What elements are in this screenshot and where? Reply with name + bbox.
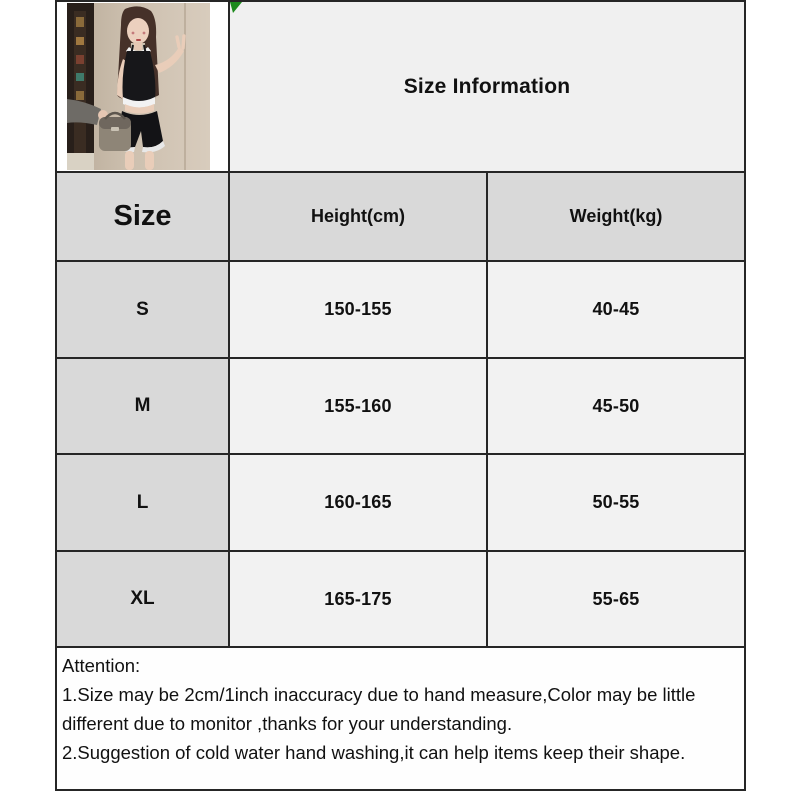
page-title: Size Information — [403, 74, 571, 98]
attention-notes — [57, 648, 744, 789]
column-header-weight: Weight(kg) — [488, 173, 744, 262]
table-row-l-weight: 50-55 — [488, 455, 744, 552]
attention-line-3: 2.Suggestion of cold water hand washing,it can help items keep their shape. — [62, 742, 686, 763]
attention-line-2: different due to monitor ,thanks for your understanding. — [62, 713, 513, 734]
table-row-s-height: 150-155 — [230, 262, 488, 359]
table-row-l-label: L — [57, 455, 230, 552]
size-information-sheet — [55, 0, 746, 791]
table-row-xl-weight: 55-65 — [488, 552, 744, 648]
table-row-m-height: 155-160 — [230, 359, 488, 455]
column-header-size: Size — [57, 173, 230, 262]
attention-line-1: 1.Size may be 2cm/1inch inaccuracy due to hand measure,Color may be little — [62, 684, 696, 705]
product-photo — [67, 3, 210, 170]
table-row-xl-height: 165-175 — [230, 552, 488, 648]
table-row-s-label: S — [57, 262, 230, 359]
green-corner-marker — [230, 2, 242, 13]
title-cell — [230, 2, 744, 173]
attention-heading: Attention: — [62, 655, 141, 676]
product-photo-cell — [57, 2, 230, 173]
column-header-height: Height(cm) — [230, 173, 488, 262]
table-row-xl-label: XL — [57, 552, 230, 648]
product-photo-illustration — [67, 3, 210, 170]
table-row-s-weight: 40-45 — [488, 262, 744, 359]
table-row-m-weight: 45-50 — [488, 359, 744, 455]
table-row-l-height: 160-165 — [230, 455, 488, 552]
table-row-m-label: M — [57, 359, 230, 455]
